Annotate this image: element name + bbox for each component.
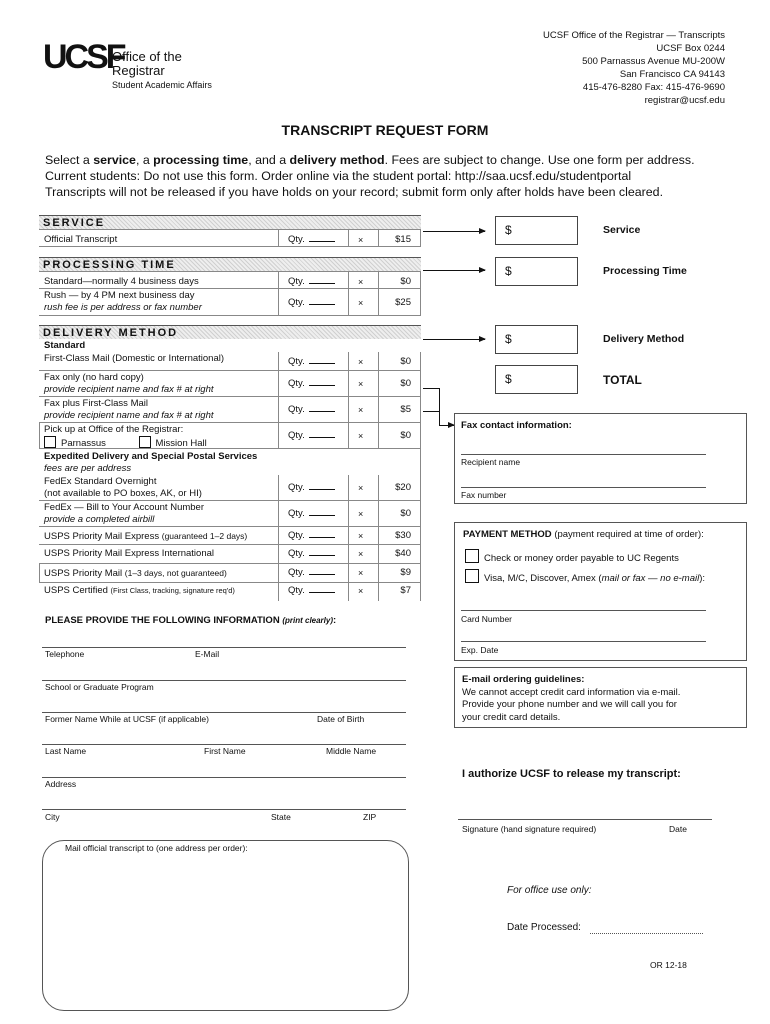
qty-field[interactable]: Qty. (288, 530, 335, 541)
service-total-field[interactable]: $ (495, 216, 578, 245)
payment-title: PAYMENT METHOD (payment required at time of order): (463, 529, 704, 540)
email-label: E-Mail (195, 649, 220, 659)
row-label: First-Class Mail (Domestic or International) (44, 353, 225, 364)
office-use-label: For office use only: (507, 885, 592, 896)
row-price: $40 (395, 548, 411, 559)
times-sign: × (358, 235, 364, 245)
row-price: $0 (400, 378, 411, 389)
last-name-label: Last Name (45, 746, 87, 756)
office-name (112, 50, 182, 78)
service-total-label: Service (603, 224, 641, 236)
payment-panel (454, 522, 747, 661)
email-guidelines-panel (454, 667, 747, 728)
zip-label: ZIP (363, 812, 377, 822)
row-label: FedEx Standard Overnight (not available to PO boxes, AK, or HI) (44, 476, 202, 499)
qty-field[interactable]: Qty. (288, 276, 335, 287)
intro-text (45, 152, 695, 200)
delivery-total-field[interactable]: $ (495, 325, 578, 354)
times-sign: × (358, 298, 364, 308)
delivery-row-fax-plus-mail[interactable] (39, 397, 421, 423)
delivery-row-usps-priority[interactable] (39, 564, 421, 583)
qty-field[interactable]: Qty. (288, 585, 335, 596)
row-price: $20 (395, 482, 411, 493)
row-price: $7 (400, 585, 411, 596)
delivery-total-label: Delivery Method (603, 333, 685, 345)
address-label: Address (45, 779, 77, 789)
row-price: $0 (400, 508, 411, 519)
processing-row-rush[interactable] (39, 289, 421, 316)
office-line-2: Registrar (112, 63, 165, 78)
processing-heading: PROCESSING TIME (39, 257, 421, 271)
row-price: $9 (400, 567, 411, 578)
email-guideline-line: your credit card details. (462, 711, 561, 723)
service-row-official-transcript[interactable] (39, 229, 421, 247)
row-label: Pick up at Office of the Registrar: Parnassus Mission Hall (44, 424, 207, 449)
intro-line-2: Current students: Do not use this form. Order online via the student portal: http://saa.ucsf.edu/studentportal (45, 169, 632, 183)
row-price: $0 (400, 430, 411, 441)
row-label: USPS Priority Mail Express (guaranteed 1–2 days) (44, 531, 248, 542)
mailing-address-label: Mail official transcript to (one address per order): (65, 843, 248, 853)
form-title: TRANSCRIPT REQUEST FORM (281, 122, 489, 138)
qty-field[interactable]: Qty. (288, 508, 335, 519)
delivery-row-fedex-account[interactable] (39, 501, 421, 527)
times-sign: × (358, 586, 364, 596)
fax-number-input[interactable] (461, 469, 706, 487)
contact-line: San Francisco CA 94143 (619, 69, 725, 80)
program-input[interactable] (42, 662, 406, 680)
qty-field[interactable]: Qty. (288, 482, 335, 493)
info-heading: PLEASE PROVIDE THE FOLLOWING INFORMATION (print clearly): (45, 615, 337, 626)
mailing-address-box[interactable] (42, 840, 409, 1011)
former-name-dob-input[interactable] (42, 695, 406, 713)
times-sign: × (358, 431, 364, 441)
card-number-input[interactable] (461, 592, 706, 610)
qty-field[interactable]: Qty. (288, 356, 335, 367)
intro-line-3: Transcripts will not be released if you have holds on your record; submit form only after holds have been cleared. (45, 185, 664, 199)
qty-field[interactable]: Qty. (288, 234, 335, 245)
contact-line: registrar@ucsf.edu (644, 95, 725, 106)
contact-line: UCSF Box 0244 (656, 43, 725, 54)
expedited-subheading: Expedited Delivery and Special Postal Services (44, 451, 258, 462)
row-label: USPS Certified (First Class, tracking, signature req'd) (44, 585, 235, 596)
row-price: $5 (400, 404, 411, 415)
date-processed-label: Date Processed: (507, 922, 581, 933)
row-label: Fax plus First-Class Mail provide recipient name and fax # at right (44, 398, 214, 421)
authorization-statement: I authorize UCSF to release my transcript: (462, 768, 681, 780)
city-label: City (45, 812, 60, 822)
qty-field[interactable]: Qty. (288, 567, 335, 578)
recipient-name-label: Recipient name (461, 457, 521, 467)
card-number-label: Card Number (461, 614, 513, 624)
arrow-icon (439, 425, 454, 426)
processing-total-field[interactable]: $ (495, 257, 578, 286)
contact-line: 415-476-8280 Fax: 415-476-9690 (582, 82, 725, 93)
email-guideline-line: We cannot accept credit card information via e-mail. (462, 686, 681, 698)
times-sign: × (358, 483, 364, 493)
row-price: $0 (400, 356, 411, 367)
former-name-label: Former Name While at UCSF (if applicable) (45, 714, 209, 724)
telephone-label: Telephone (45, 649, 85, 659)
state-label: State (271, 812, 291, 822)
intro-line-1: Select a service, a processing time, and a delivery method. Fees are subject to change. Use one form per address. (45, 153, 695, 167)
mission-hall-checkbox[interactable]: Mission Hall (139, 438, 207, 449)
delivery-row-fedex-overnight[interactable] (39, 475, 421, 501)
row-label: Standard—normally 4 business days (44, 276, 199, 287)
fax-contact-panel (454, 413, 747, 504)
arrow-icon (423, 339, 485, 340)
row-label: Official Transcript (44, 234, 118, 245)
qty-field[interactable]: Qty. (288, 548, 335, 559)
grand-total-field[interactable]: $ (495, 365, 578, 394)
dob-label: Date of Birth (317, 714, 365, 724)
email-guidelines-title: E-mail ordering guidelines: (462, 674, 585, 685)
qty-field[interactable]: Qty. (288, 404, 335, 415)
row-label: USPS Priority Mail (1–3 days, not guaranteed) (44, 568, 227, 579)
times-sign: × (358, 379, 364, 389)
telephone-email-input[interactable] (42, 630, 406, 648)
times-sign: × (358, 277, 364, 287)
row-label: FedEx — Bill to Your Account Number provide a completed airbill (44, 502, 204, 525)
grand-total-label: TOTAL (603, 373, 642, 387)
exp-date-input[interactable] (461, 623, 706, 641)
times-sign: × (358, 549, 364, 559)
processing-total-label: Processing Time (603, 265, 687, 277)
qty-field[interactable]: Qty. (288, 378, 335, 389)
row-price: $0 (400, 276, 411, 287)
form-code: OR 12-18 (650, 960, 687, 970)
row-price: $15 (395, 234, 411, 245)
row-label: Rush — by 4 PM next business day rush fee is per address or fax number (44, 290, 202, 313)
row-price: $25 (395, 297, 411, 308)
office-subtitle: Student Academic Affairs (112, 80, 212, 90)
times-sign: × (358, 509, 364, 519)
times-sign: × (358, 357, 364, 367)
card-option[interactable]: Visa, M/C, Discover, Amex (mail or fax — no e-mail): (465, 569, 705, 584)
row-price: $30 (395, 530, 411, 541)
row-label: Fax only (no hard copy) provide recipient name and fax # at right (44, 372, 214, 395)
standard-subheading: Standard (44, 340, 86, 351)
office-line-1: Office of the (112, 49, 182, 64)
delivery-row-fax-only[interactable] (39, 371, 421, 397)
delivery-row-usps-express[interactable] (39, 527, 421, 545)
times-sign: × (358, 531, 364, 541)
signature-input[interactable] (458, 801, 712, 819)
address-input[interactable] (42, 760, 406, 778)
service-heading: SERVICE (39, 215, 421, 229)
middle-name-label: Middle Name (326, 746, 377, 756)
times-sign: × (358, 568, 364, 578)
delivery-row-usps-express-intl[interactable] (39, 545, 421, 564)
qty-field[interactable]: Qty. (288, 430, 335, 441)
name-input[interactable] (42, 727, 406, 745)
email-guideline-line: Provide your phone number and we will call you for (462, 699, 677, 710)
fax-contact-title: Fax contact information: (461, 420, 572, 431)
contact-block (543, 29, 725, 107)
fax-number-label: Fax number (461, 490, 507, 500)
exp-date-label: Exp. Date (461, 645, 499, 655)
ucsf-logo: UCSF (43, 38, 124, 76)
signature-label: Signature (hand signature required) (462, 824, 597, 834)
first-name-label: First Name (204, 746, 246, 756)
contact-line: 500 Parnassus Avenue MU-200W (582, 56, 725, 67)
city-state-zip-input[interactable] (42, 792, 406, 810)
row-label: USPS Priority Mail Express International (44, 548, 215, 559)
times-sign: × (358, 405, 364, 415)
arrow-icon (423, 270, 485, 271)
arrow-icon (423, 231, 485, 232)
contact-line: UCSF Office of the Registrar — Transcripts (543, 30, 725, 41)
program-label: School or Graduate Program (45, 682, 154, 692)
recipient-name-input[interactable] (461, 436, 706, 454)
signature-date-label: Date (669, 824, 687, 834)
expedited-note: fees are per address (44, 463, 132, 474)
delivery-row-usps-certified[interactable] (39, 583, 421, 601)
delivery-heading: DELIVERY METHOD (39, 325, 421, 339)
parnassus-checkbox[interactable]: Parnassus (44, 438, 106, 449)
check-option[interactable]: Check or money order payable to UC Regents (465, 549, 679, 564)
processing-row-standard[interactable] (39, 271, 421, 289)
qty-field[interactable]: Qty. (288, 297, 335, 308)
delivery-row-pickup[interactable] (39, 423, 421, 449)
date-processed-field (590, 933, 703, 934)
delivery-row-first-class[interactable] (39, 352, 421, 371)
